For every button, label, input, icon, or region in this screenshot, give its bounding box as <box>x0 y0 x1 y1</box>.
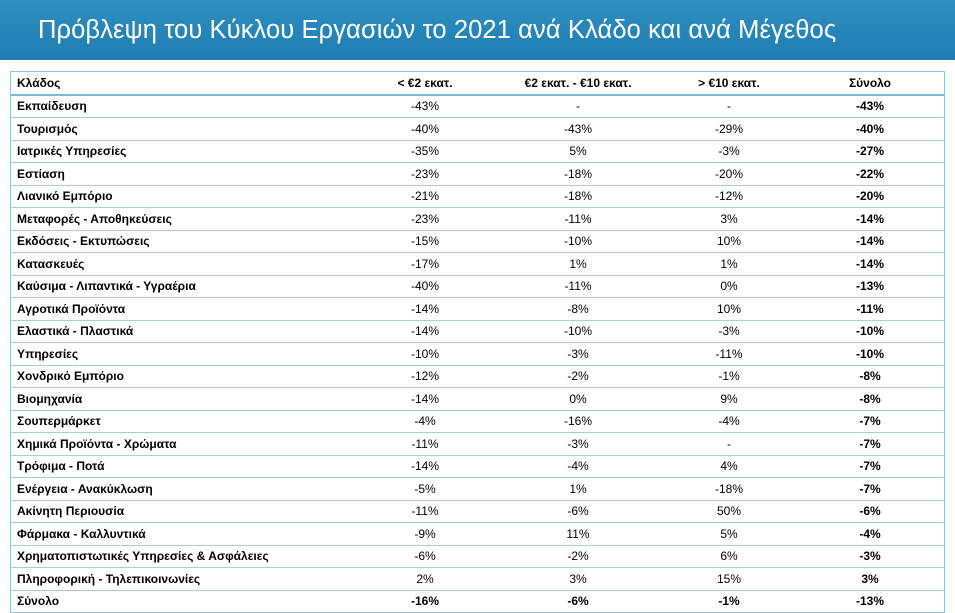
over-10m-cell: 6% <box>662 545 796 568</box>
sector-cell: Ελαστικά - Πλαστικά <box>11 320 356 343</box>
total-cell: -22% <box>796 163 944 186</box>
total-cell: -7% <box>796 433 944 456</box>
over-10m-cell: -3% <box>662 140 796 163</box>
forecast-table <box>11 72 944 612</box>
sector-cell: Υπηρεσίες <box>11 343 356 366</box>
total-cell: -8% <box>796 365 944 388</box>
total-cell: -13% <box>855 594 884 609</box>
2m-10m-cell: -2% <box>494 545 662 568</box>
2m-10m-cell: 11% <box>494 523 662 546</box>
over-10m-cell: -1% <box>662 365 796 388</box>
table-row <box>11 95 944 118</box>
table-row <box>11 208 944 231</box>
under-2m-cell: -35% <box>356 140 494 163</box>
table-row <box>11 118 944 141</box>
total-cell: -13% <box>796 275 944 298</box>
2m-10m-cell: -16% <box>494 410 662 433</box>
sector-cell: Τουρισμός <box>11 118 356 141</box>
sector-cell: Εκδόσεις - Εκτυπώσεις <box>11 230 356 253</box>
total-cell: -14% <box>796 208 944 231</box>
sector-cell: Χημικά Προϊόντα - Χρώματα <box>11 433 356 456</box>
sector-cell: Εστίαση <box>11 163 356 186</box>
table-row <box>11 253 944 276</box>
table-row <box>11 275 944 298</box>
under-2m-cell: -43% <box>356 95 494 118</box>
over-10m-cell: 10% <box>662 298 796 321</box>
header-total: Σύνολο <box>796 72 944 95</box>
sector-cell: Κατασκευές <box>11 253 356 276</box>
under-2m-cell: -14% <box>356 455 494 478</box>
total-cell: -43% <box>796 95 944 118</box>
total-cell: -3% <box>796 545 944 568</box>
over-10m-cell: 15% <box>662 568 796 591</box>
2m-10m-cell: 3% <box>494 568 662 591</box>
2m-10m-cell: -4% <box>494 455 662 478</box>
sector-cell: Φάρμακα - Καλλυντικά <box>11 523 356 546</box>
over-10m-cell: -1% <box>718 594 740 609</box>
under-2m-cell: -6% <box>356 545 494 568</box>
2m-10m-cell: -2% <box>494 365 662 388</box>
sector-cell: Λιανικό Εμπόριο <box>11 185 356 208</box>
over-10m-cell: - <box>662 433 796 456</box>
table-row <box>11 410 944 433</box>
total-cell: -10% <box>796 320 944 343</box>
total-cell: -20% <box>796 185 944 208</box>
over-10m-cell: 3% <box>662 208 796 231</box>
under-2m-cell: -14% <box>356 298 494 321</box>
over-10m-cell: 50% <box>662 500 796 523</box>
under-2m-cell: -15% <box>356 230 494 253</box>
under-2m-cell: -16% <box>410 594 439 609</box>
sector-cell: Πληροφορική - Τηλεπικοινωνίες <box>11 568 356 591</box>
total-cell: -11% <box>796 298 944 321</box>
under-2m-cell: -11% <box>356 500 494 523</box>
table-row <box>11 298 944 321</box>
table-row <box>11 343 944 366</box>
over-10m-cell: -29% <box>662 118 796 141</box>
under-2m-cell: -10% <box>356 343 494 366</box>
total-cell: -7% <box>796 455 944 478</box>
table-row <box>11 185 944 208</box>
under-2m-cell: -9% <box>356 523 494 546</box>
over-10m-cell: -4% <box>662 410 796 433</box>
under-2m-cell: -4% <box>356 410 494 433</box>
2m-10m-cell: -11% <box>494 208 662 231</box>
table-row <box>11 388 944 411</box>
over-10m-cell: -18% <box>662 478 796 501</box>
sector-cell: Εκπαίδευση <box>11 95 356 118</box>
table-row <box>11 320 944 343</box>
sector-cell: Σύνολο <box>17 594 60 609</box>
table-row <box>11 230 944 253</box>
table-row <box>11 455 944 478</box>
2m-10m-cell: -18% <box>494 185 662 208</box>
2m-10m-cell: 1% <box>494 253 662 276</box>
under-2m-cell: -40% <box>356 275 494 298</box>
table-row <box>11 500 944 523</box>
table-row <box>11 545 944 568</box>
over-10m-cell: -20% <box>662 163 796 186</box>
header-under-2m: < €2 εκατ. <box>356 72 494 95</box>
sector-cell: Μεταφορές - Αποθηκεύσεις <box>11 208 356 231</box>
total-cell: -14% <box>796 230 944 253</box>
table-row <box>11 365 944 388</box>
over-10m-cell: -11% <box>662 343 796 366</box>
title-banner <box>0 0 955 60</box>
total-cell: -27% <box>796 140 944 163</box>
2m-10m-cell: - <box>494 95 662 118</box>
2m-10m-cell: -11% <box>494 275 662 298</box>
header-2m-10m: €2 εκατ. - €10 εκατ. <box>494 72 662 95</box>
under-2m-cell: -14% <box>356 388 494 411</box>
sector-cell: Αγροτικά Προϊόντα <box>11 298 356 321</box>
sector-cell: Ιατρικές Υπηρεσίες <box>11 140 356 163</box>
over-10m-cell: -3% <box>662 320 796 343</box>
over-10m-cell: 10% <box>662 230 796 253</box>
under-2m-cell: -23% <box>356 163 494 186</box>
total-cell: 3% <box>796 568 944 591</box>
total-cell: -8% <box>796 388 944 411</box>
over-10m-cell: 9% <box>662 388 796 411</box>
total-cell: -4% <box>796 523 944 546</box>
under-2m-cell: 2% <box>356 568 494 591</box>
over-10m-cell: 0% <box>662 275 796 298</box>
sector-cell: Τρόφιμα - Ποτά <box>11 455 356 478</box>
table-row <box>11 568 944 591</box>
forecast-table-container <box>10 71 945 613</box>
total-cell: -14% <box>796 253 944 276</box>
2m-10m-cell: -10% <box>494 230 662 253</box>
sector-cell: Καύσιμα - Λιπαντικά - Υγραέρια <box>11 275 356 298</box>
2m-10m-cell: -6% <box>567 594 589 609</box>
over-10m-cell: 1% <box>662 253 796 276</box>
2m-10m-cell: 1% <box>494 478 662 501</box>
under-2m-cell: -23% <box>356 208 494 231</box>
under-2m-cell: -40% <box>356 118 494 141</box>
table-row <box>11 140 944 163</box>
2m-10m-cell: -18% <box>494 163 662 186</box>
total-cell: -7% <box>796 478 944 501</box>
under-2m-cell: -12% <box>356 365 494 388</box>
sector-cell: Χονδρικό Εμπόριο <box>11 365 356 388</box>
2m-10m-cell: 5% <box>494 140 662 163</box>
total-cell: -6% <box>796 500 944 523</box>
table-body <box>11 95 944 613</box>
total-cell: -7% <box>796 410 944 433</box>
2m-10m-cell: -3% <box>494 433 662 456</box>
over-10m-cell: 5% <box>662 523 796 546</box>
under-2m-cell: -11% <box>356 433 494 456</box>
over-10m-cell: 4% <box>662 455 796 478</box>
table-row <box>11 433 944 456</box>
2m-10m-cell: -8% <box>494 298 662 321</box>
over-10m-cell: - <box>662 95 796 118</box>
sector-cell: Χρηματοπιστωτικές Υπηρεσίες & Ασφάλειες <box>11 545 356 568</box>
table-row <box>11 478 944 501</box>
2m-10m-cell: 0% <box>494 388 662 411</box>
sector-cell: Ακίνητη Περιουσία <box>11 500 356 523</box>
header-over-10m: > €10 εκατ. <box>662 72 796 95</box>
table-row <box>11 523 944 546</box>
table-row <box>11 163 944 186</box>
under-2m-cell: -21% <box>356 185 494 208</box>
sector-cell: Σουπερμάρκετ <box>11 410 356 433</box>
total-cell: -40% <box>796 118 944 141</box>
total-cell: -10% <box>796 343 944 366</box>
sector-cell: Ενέργεια - Ανακύκλωση <box>11 478 356 501</box>
2m-10m-cell: -10% <box>494 320 662 343</box>
header-sector: Κλάδος <box>11 72 356 95</box>
under-2m-cell: -17% <box>356 253 494 276</box>
under-2m-cell: -5% <box>356 478 494 501</box>
table-header-row <box>11 72 944 95</box>
2m-10m-cell: -3% <box>494 343 662 366</box>
sector-cell: Βιομηχανία <box>11 388 356 411</box>
over-10m-cell: -12% <box>662 185 796 208</box>
table-total-row <box>11 590 944 612</box>
under-2m-cell: -14% <box>356 320 494 343</box>
2m-10m-cell: -6% <box>494 500 662 523</box>
2m-10m-cell: -43% <box>494 118 662 141</box>
page-title: Πρόβλεψη του Κύκλου Εργασιών το 2021 ανά Κλάδο και ανά Μέγεθος <box>38 15 837 44</box>
